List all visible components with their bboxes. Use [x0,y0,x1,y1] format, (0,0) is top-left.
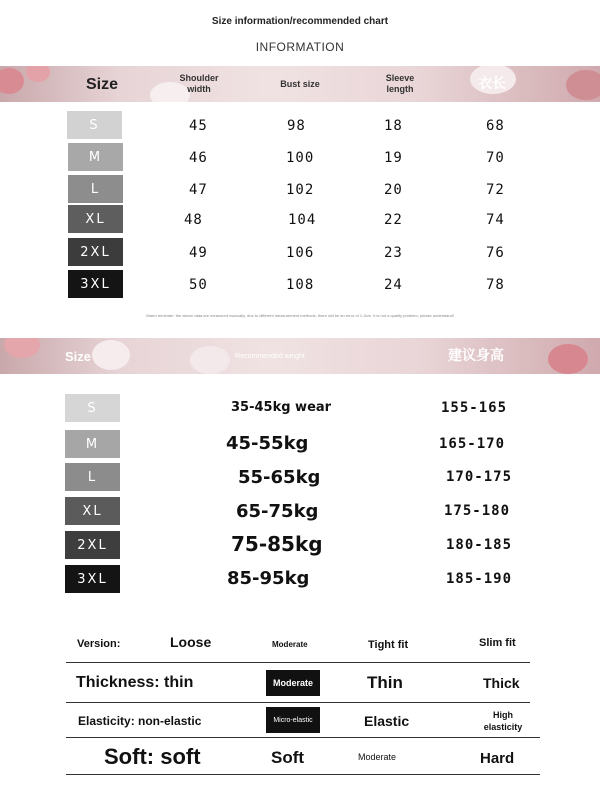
rose-decoration [0,68,24,94]
header-weight: Recommended weight [235,352,305,360]
softness-moderate: Moderate [358,752,397,762]
size-label-s: S [67,111,122,139]
softness-soft: Soft [271,748,305,767]
rose-decoration [566,70,600,100]
header-shoulder: Shoulder width [179,73,219,94]
recommended-weight-value: 65-75kg [236,501,319,522]
thickness-moderate: Moderate [266,670,320,696]
bust-value: 106 [286,245,315,261]
divider [66,702,530,703]
recommended-height-value: 175-180 [444,503,511,519]
version-slim-fit: Slim fit [479,637,516,649]
weight-table-header-banner [0,338,600,374]
shoulder-value: 45 [189,118,208,134]
chart-title: Size information/recommended chart [211,16,389,27]
length-value: 70 [486,150,505,166]
sleeve-value: 23 [384,245,403,261]
elasticity-label: Elasticity: non-elastic [78,714,202,728]
weight-size-label-2xl: 2XL [65,531,120,559]
length-value: 72 [486,182,505,198]
size-table-header-banner [0,66,600,102]
shoulder-value: 47 [189,182,208,198]
shoulder-value: 49 [189,245,208,261]
elasticity-elastic: Elastic [364,713,410,729]
version-loose: Loose [170,634,212,650]
recommended-height-value: 165-170 [439,436,506,452]
bust-value: 108 [286,277,315,293]
elasticity-micro-elastic: Micro-elastic [266,707,320,733]
sleeve-value: 24 [384,277,403,293]
length-value: 78 [486,277,505,293]
bust-value: 102 [286,182,315,198]
recommended-height-value: 185-190 [446,571,513,587]
version-label: Version: [77,638,121,650]
thickness-label: Thickness: thin [76,674,194,691]
weight-size-label-3xl: 3XL [65,565,120,593]
version-moderate: Moderate [272,640,308,649]
shoulder-value: 48 [184,212,203,228]
header-sleeve: Sleeve length [385,73,415,94]
bust-value: 100 [286,150,315,166]
divider [66,662,530,663]
recommended-height-value: 155-165 [441,400,508,416]
sleeve-value: 19 [384,150,403,166]
recommended-weight-value: 55-65kg [238,467,321,488]
bust-value: 104 [288,212,317,228]
length-value: 76 [486,245,505,261]
recommended-weight-value: 35-45kg wear [231,400,332,415]
header-height: 建议身高 [448,347,504,364]
recommended-weight-value: 75-85kg [231,532,323,556]
rose-decoration [26,66,50,82]
weight-size-label-s: S [65,394,120,422]
version-tight-fit: Tight fit [368,639,409,651]
chart-subtitle: INFORMATION [255,40,345,54]
weight-size-label-l: L [65,463,120,491]
shoulder-value: 50 [189,277,208,293]
size-label-l: L [68,175,123,203]
divider [66,737,540,738]
recommended-height-value: 170-175 [446,469,513,485]
thickness-thick: Thick [483,675,520,691]
weight-size-label-m: M [65,430,120,458]
length-value: 68 [486,118,505,134]
header-bust: Bust size [280,78,320,89]
softness-hard: Hard [480,750,515,767]
shoulder-value: 46 [189,150,208,166]
recommended-height-value: 180-185 [446,537,513,553]
bow-decoration [4,338,40,358]
bust-value: 98 [287,118,306,134]
size-label-3xl: 3XL [68,270,123,298]
header-size: Size [85,75,118,93]
measurement-note: Warm reminder: the above data are measured manually, due to different measurement methods, there will be an error of 1-3cm. It is not a quality problem, please understand! [146,313,454,318]
header-length: 衣长 [478,75,506,92]
recommended-weight-value: 85-95kg [227,568,310,589]
rose-decoration [548,344,588,374]
thickness-thin: Thin [367,673,403,692]
size-label-m: M [68,143,123,171]
elasticity-high: High elasticity [483,710,523,732]
size-label-2xl: 2XL [68,238,123,266]
recommended-weight-value: 45-55kg [226,433,309,454]
divider [66,774,540,775]
sleeve-value: 20 [384,182,403,198]
length-value: 74 [486,212,505,228]
weight-size-label-xl: XL [65,497,120,525]
sleeve-value: 22 [384,212,403,228]
size-label-xl: XL [68,205,123,233]
softness-label: Soft: soft [104,744,201,769]
header-size-2: Size [64,348,91,364]
sleeve-value: 18 [384,118,403,134]
